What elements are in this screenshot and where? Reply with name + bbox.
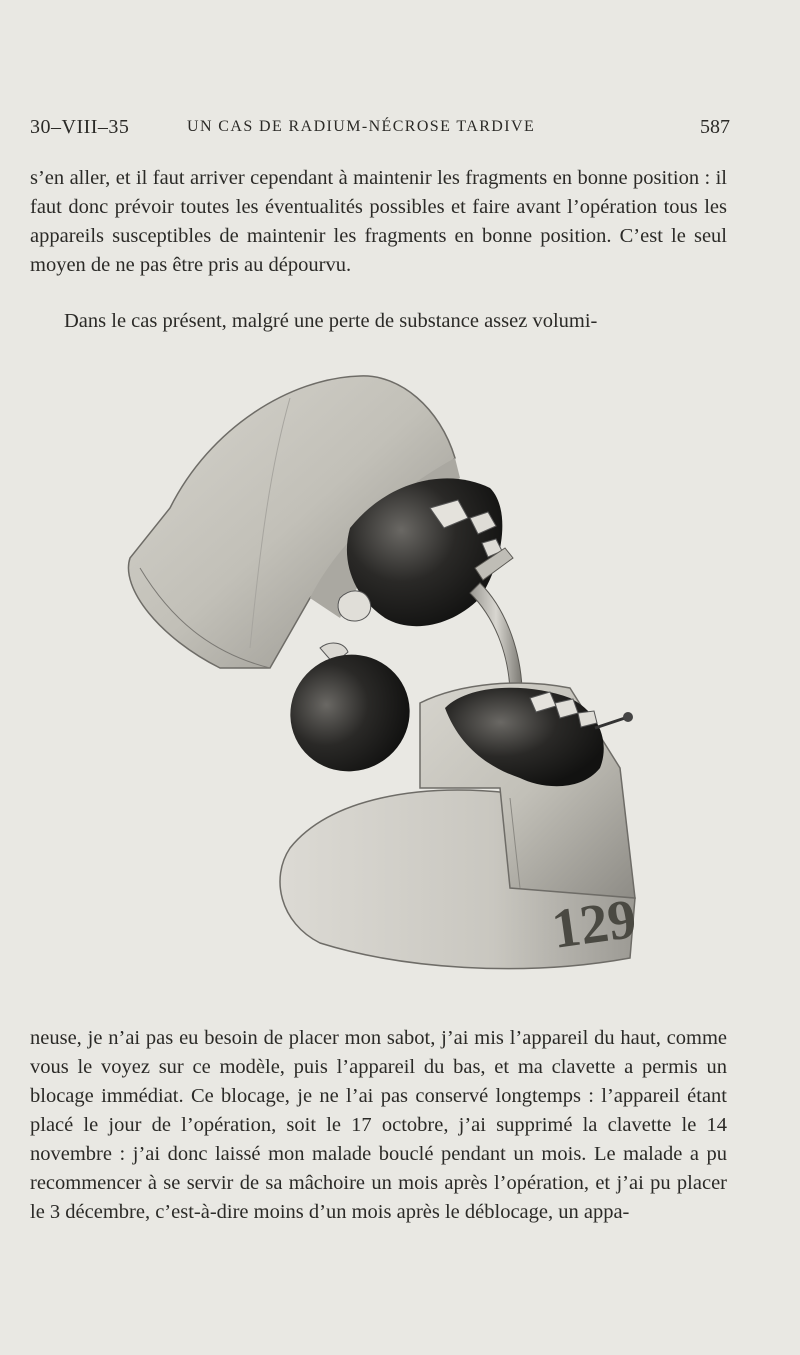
paragraph-bottom: neuse, je n’ai pas eu besoin de placer mon sabot, j’ai mis l’appareil du haut, comme vous le voyez sur ce modèle, puis l’appareil du bas, et ma clavette a permis un blocage immédiat. Ce blocage, je ne l’ai pas conservé longtemps : l’appareil étant placé le jour de l’opération, soit le 17 octobre, j’ai supprimé la clavette le 14 novembre : j’ai donc laissé mon malade bouclé pendant un mois. Le malade a pu recommencer à se servir de sa mâchoire un mois après l’opération, et j’ai pu placer le 3 décembre, c’est-à-dire moins d’un mois après le déblocage, un appa- — [30, 1027, 727, 1223]
dark-ovoid-part — [271, 635, 429, 791]
paragraph-top: s’en aller, et il faut arriver cependant à maintenir les fragments en bonne position : il faut donc prévoir toutes les éventualités possibles et faire avant l’opération tous les appareils susceptibles de maintenir les fragments en bonne position. C’est le seul moyen de ne pas être pris au dépourvu. — [30, 167, 727, 276]
page-number: 587 — [700, 116, 730, 138]
paragraph-second: Dans le cas présent, malgré une perte de substance assez volumi- — [64, 310, 598, 332]
header-title: UN CAS DE RADIUM-NÉCROSE TARDIVE — [187, 118, 536, 135]
model-number: 129 — [548, 887, 640, 961]
metal-rod — [470, 583, 522, 690]
running-header — [30, 116, 730, 142]
dental-model-illustration — [100, 368, 660, 988]
header-date: 30–VIII–35 — [30, 116, 130, 138]
